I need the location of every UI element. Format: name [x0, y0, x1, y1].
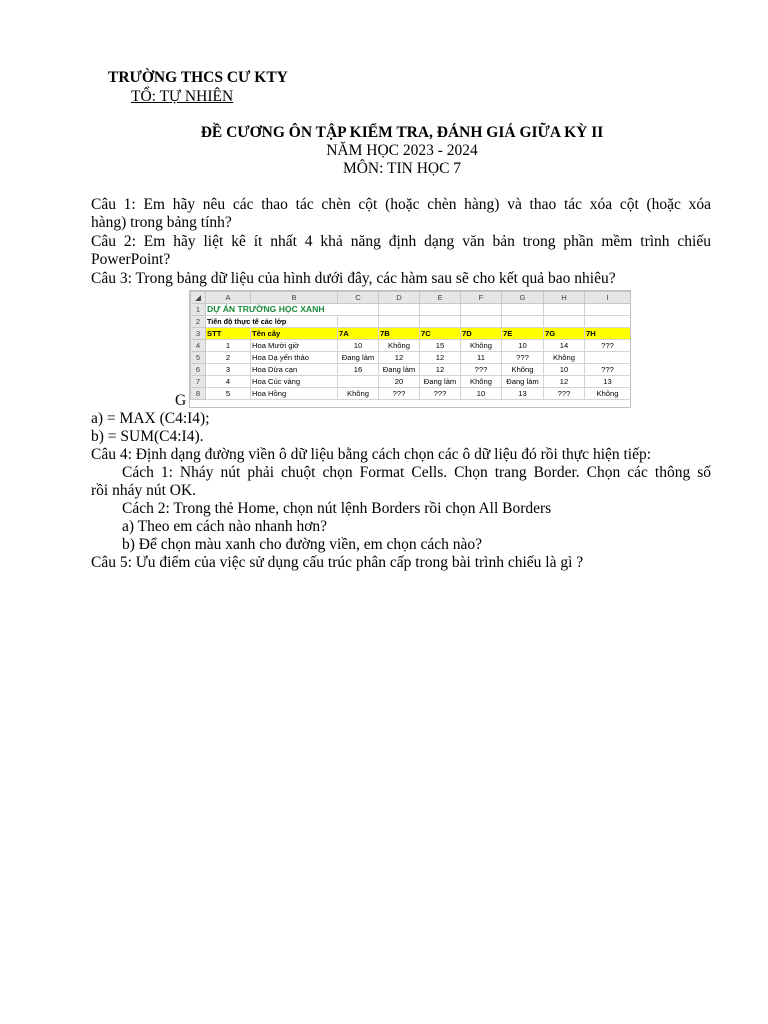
- question-4-way-1-line-2: rồi nháy nút OK.: [91, 482, 197, 499]
- table-cell: Không: [544, 352, 585, 364]
- table-cell: 2: [206, 352, 251, 364]
- table-cell: Không: [461, 340, 502, 352]
- table-row: [191, 376, 631, 388]
- column-header: G: [502, 292, 544, 304]
- header-cell: STT: [206, 328, 251, 340]
- table-cell: Hoa Mười giờ: [251, 340, 338, 352]
- table-cell: 16: [338, 364, 379, 376]
- table-cell: Đang làm: [502, 376, 544, 388]
- table-cell: 10: [502, 340, 544, 352]
- column-header: B: [251, 292, 338, 304]
- document-title: ĐỀ CƯƠNG ÔN TẬP KIỂM TRA, ĐÁNH GIÁ GIỮA KỲ II: [200, 124, 604, 141]
- table-cell: 15: [420, 340, 461, 352]
- column-header: I: [585, 292, 631, 304]
- question-3-part-b: b) = SUM(C4:I4).: [91, 428, 204, 445]
- table-cell: Hoa Dạ yến thảo: [251, 352, 338, 364]
- table-cell: ???: [379, 388, 420, 400]
- question-4-part-b: b) Để chọn màu xanh cho đường viền, em chọn cách nào?: [122, 536, 483, 553]
- column-header: D: [379, 292, 420, 304]
- table-cell: Không: [461, 376, 502, 388]
- question-1-line-1: Câu 1: Em hãy nêu các thao tác chèn cột (hoặc chèn hàng) và thao tác xóa cột (hoặc xóa: [91, 196, 711, 213]
- question-4-way-1-line-1: Cách 1: Nháy nút phải chuột chọn Format Cells. Chọn trang Border. Chọn các thông số: [122, 464, 711, 481]
- table-cell: 10: [338, 340, 379, 352]
- spreadsheet-table: [190, 291, 631, 400]
- table-cell: Hoa Hồng: [251, 388, 338, 400]
- question-4-part-a: a) Theo em cách nào nhanh hơn?: [122, 518, 328, 535]
- table-cell: ???: [585, 340, 631, 352]
- school-name: TRƯỜNG THCS CƯ KTY: [108, 69, 288, 86]
- table-cell: 3: [206, 364, 251, 376]
- sheet-title: DỰ ÁN TRƯỜNG HỌC XANH: [206, 304, 379, 316]
- question-2-line-2: PowerPoint?: [91, 251, 171, 268]
- row-number: 6: [191, 364, 206, 376]
- question-4-way-2: Cách 2: Trong thẻ Home, chọn nút lệnh Borders rồi chọn All Borders: [122, 500, 552, 517]
- table-cell: Đang làm: [379, 364, 420, 376]
- row-number: 1: [191, 304, 206, 316]
- column-header: E: [420, 292, 461, 304]
- table-cell: Hoa Dừa cạn: [251, 364, 338, 376]
- table-cell: 13: [502, 388, 544, 400]
- table-cell: ???: [461, 364, 502, 376]
- column-header: H: [544, 292, 585, 304]
- header-cell: 7D: [461, 328, 502, 340]
- corner-cell: ◢: [191, 292, 206, 304]
- table-cell: 12: [420, 364, 461, 376]
- row-number: 7: [191, 376, 206, 388]
- table-cell: 12: [544, 376, 585, 388]
- column-header-row: [191, 292, 631, 304]
- row-number: 4: [191, 340, 206, 352]
- table-cell: 14: [544, 340, 585, 352]
- row-number: 3: [191, 328, 206, 340]
- table-row: [191, 340, 631, 352]
- subject-name: MÔN: TIN HỌC 7: [342, 160, 462, 177]
- table-cell: Đang làm: [420, 376, 461, 388]
- table-row: [191, 388, 631, 400]
- question-2-line-1: Câu 2: Em hãy liệt kê ít nhất 4 khả năng định dạng văn bản trong phần mềm trình chiếu: [91, 233, 711, 250]
- department-name: TỔ: TỰ NHIÊN: [131, 88, 234, 105]
- header-cell: Tên cây: [251, 328, 338, 340]
- table-cell: Hoa Cúc vàng: [251, 376, 338, 388]
- school-year: NĂM HỌC 2023 - 2024: [326, 142, 478, 159]
- table-cell: ???: [420, 388, 461, 400]
- table-cell: [338, 376, 379, 388]
- stray-letter: G: [175, 392, 187, 409]
- table-cell: ???: [544, 388, 585, 400]
- table-cell: 4: [206, 376, 251, 388]
- row-number: 2: [191, 316, 206, 328]
- column-header: C: [338, 292, 379, 304]
- table-row: [191, 352, 631, 364]
- question-3: Câu 3: Trong bảng dữ liệu của hình dưới đây, các hàm sau sẽ cho kết quả bao nhiêu?: [91, 270, 616, 287]
- row-number: 8: [191, 388, 206, 400]
- table-cell: 13: [585, 376, 631, 388]
- table-cell: 12: [420, 352, 461, 364]
- sheet-subtitle: Tiến độ thực tế các lớp: [206, 316, 338, 328]
- table-header-row: [191, 328, 631, 340]
- table-cell: 20: [379, 376, 420, 388]
- header-cell: 7A: [338, 328, 379, 340]
- row-number: 5: [191, 352, 206, 364]
- table-cell: 10: [461, 388, 502, 400]
- table-cell: 1: [206, 340, 251, 352]
- table-cell: 11: [461, 352, 502, 364]
- question-3-part-a: a) = MAX (C4:I4);: [91, 410, 210, 427]
- table-cell: [585, 352, 631, 364]
- table-cell: Không: [585, 388, 631, 400]
- table-cell: Đang làm: [338, 352, 379, 364]
- table-cell: Không: [338, 388, 379, 400]
- table-cell: Không: [379, 340, 420, 352]
- question-1-line-2: hàng) trong bảng tính?: [91, 214, 232, 231]
- column-header: A: [206, 292, 251, 304]
- table-cell: ???: [502, 352, 544, 364]
- table-cell: 10: [544, 364, 585, 376]
- sheet-subtitle-row: [191, 316, 631, 328]
- table-cell: 12: [379, 352, 420, 364]
- question-4: Câu 4: Định dạng đường viền ô dữ liệu bằng cách chọn các ô dữ liệu đó rồi thực hiện tiếp:: [91, 446, 652, 463]
- spreadsheet-image: [189, 290, 631, 408]
- header-cell: 7B: [379, 328, 420, 340]
- header-cell: 7G: [544, 328, 585, 340]
- table-cell: ???: [585, 364, 631, 376]
- header-cell: 7C: [420, 328, 461, 340]
- question-5: Câu 5: Ưu điểm của việc sử dụng cấu trúc phân cấp trong bài trình chiếu là gì ?: [91, 554, 584, 571]
- sheet-title-row: [191, 304, 631, 316]
- header-cell: 7E: [502, 328, 544, 340]
- table-row: [191, 364, 631, 376]
- header-cell: 7H: [585, 328, 631, 340]
- column-header: F: [461, 292, 502, 304]
- table-cell: 5: [206, 388, 251, 400]
- table-cell: Không: [502, 364, 544, 376]
